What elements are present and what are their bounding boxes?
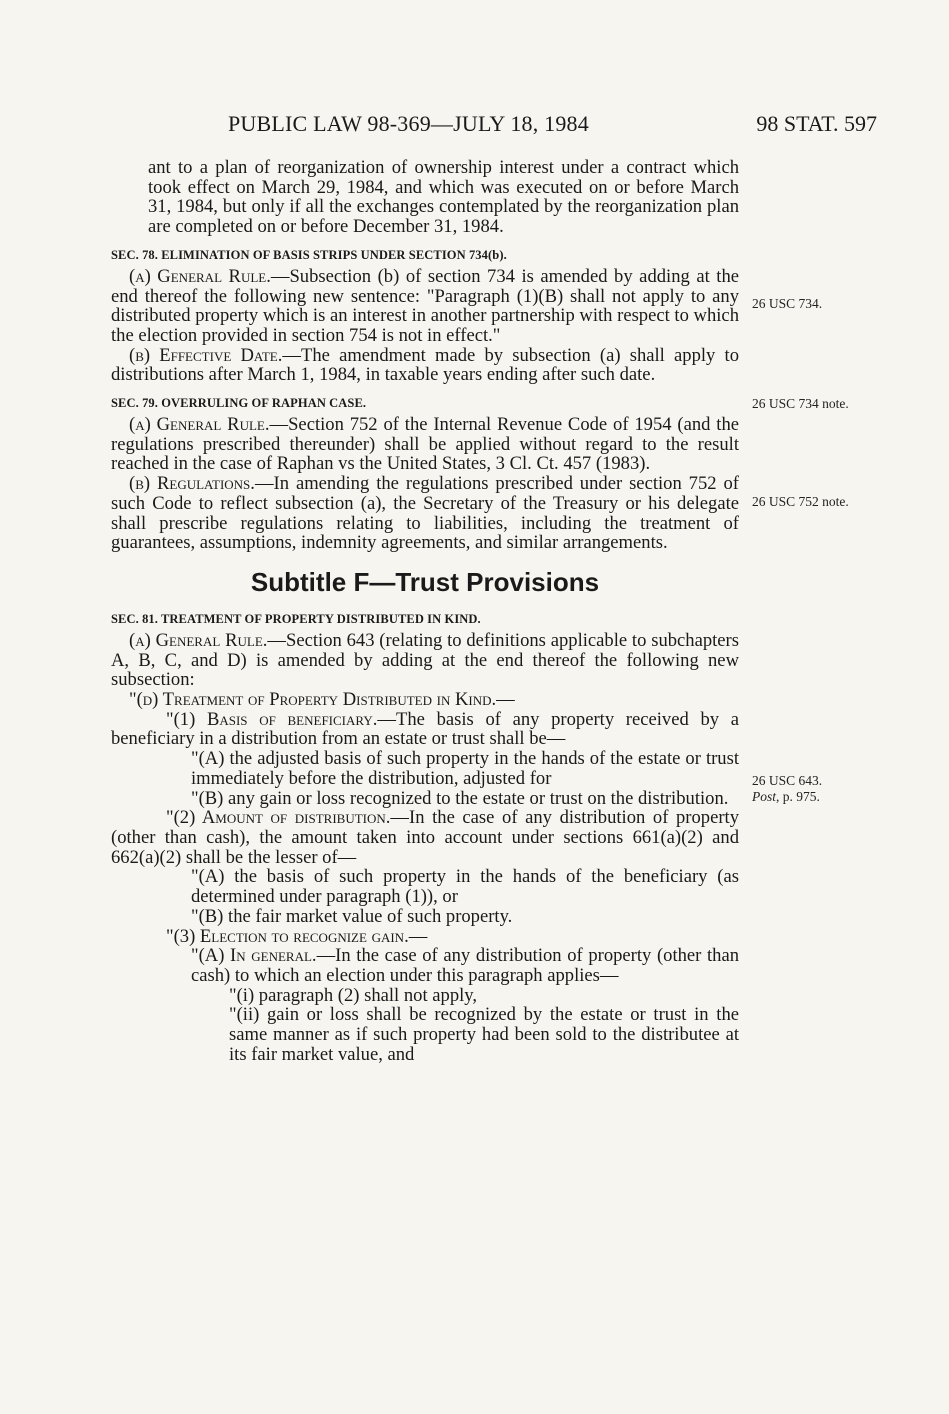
paragraph-1-B: "(B) any gain or loss recognized to the estate or trust on the distribution. [191,787,729,809]
paragraph-label: "(A) In general. [191,945,317,967]
page-header [0,111,949,141]
paragraph-3-heading: "(3) Election to recognize gain.— [166,925,428,947]
paragraph-3-A-i: "(i) paragraph (2) shall not apply, [229,984,478,1006]
margin-note-752-note: 26 USC 752 note. [752,494,849,509]
section-81-subsection-a [111,631,739,690]
subsection-label: (a) General Rule. [129,414,270,436]
paragraph-2-B: "(B) the fair market value of such property. [191,905,513,927]
subsection-label: (b) Effective Date. [129,344,283,366]
section-79-subsection-a [111,415,739,474]
paragraph-2-A: "(A) the basis of such property in the hands of the beneficiary (as determined under paragraph (1)), or [191,866,739,908]
margin-note-page: , p. 975. [776,789,820,804]
margin-note-734: 26 USC 734. [752,296,823,311]
section-78-subsection-a [111,267,739,346]
paragraph-3-A [111,946,739,985]
subtitle-heading: Subtitle F—Trust Provisions [250,566,600,597]
subsection-d-heading: "(d) Treatment of Property Distributed in Kind.— [129,689,515,711]
paragraph-1 [111,710,739,749]
paragraph-label: "(1) Basis of beneficiary. [166,708,378,730]
running-title: PUBLIC LAW 98-369—JULY 18, 1984 [228,111,589,136]
section-78-subsection-b [111,346,739,385]
paragraph-text: —In the case of any distribution of property (other than cash), the amount taken into account under sections 661(a)(2) and 662(a)(2) shall be the lesser of— [111,807,740,868]
subsection-text: —Section 752 of the Internal Revenue Code of 1954 (and the regulations prescribed thereunder) shall be applied without regard to the result reached in the case of Raphan vs the United States, 3 Cl. Ct. 457 (1983). [111,414,739,475]
section-81-heading: SEC. 81. TREATMENT OF PROPERTY DISTRIBUTED IN KIND. [111,611,481,626]
subsection-text: —Subsection (b) of section 734 is amended by adding at the end thereof the following new sentence: "Paragraph (1)(B) shall not apply to any distributed property which is an interest in another partnership with respect to which the election provided in section 754 is not in effect." [111,265,739,346]
subsection-label: (a) General Rule. [129,265,271,287]
margin-note-643-line1: 26 USC 643. [752,773,823,788]
paragraph-label: "(2) Amount of distribution. [166,807,391,829]
paragraph-text: —In the case of any distribution of property (other than cash) to which an election under this paragraph applies— [191,945,740,986]
paragraph-text: —The basis of any property received by a beneficiary in a distribution from an estate or trust shall be— [111,708,739,750]
section-79-heading: SEC. 79. OVERRULING OF RAPHAN CASE. [111,396,367,411]
paragraph-2 [111,808,739,867]
section-79-subsection-b [111,474,739,553]
margin-note-post: Post [752,789,777,804]
paragraph-3-A-ii: "(ii) gain or loss shall be recognized by the estate or trust in the same manner as if such property had been sold to the distributee at its fair market value, and [229,1004,739,1065]
stat-page-number: 98 STAT. 597 [756,111,877,136]
intro-paragraph: ant to a plan of reorganization of ownership interest under a contract which took effect on March 29, 1984, and which was executed on or before March 31, 1984, but only if all the exchanges contemplated by the reorganization plan are completed on or before December 31, 1984. [148,157,739,238]
subsection-label: (a) General Rule. [129,629,268,651]
body-text [111,158,739,1064]
subsection-text: —The amendment made by subsection (a) shall apply to distributions after March 1, 1984, in taxable years ending after such date. [111,344,739,386]
margin-note-643 [752,773,822,805]
subsection-text: —Section 643 (relating to definitions applicable to subchapters A, B, C, and D) is amended by adding at the end thereof the following new subsection: [111,629,739,691]
margin-note-734-note: 26 USC 734 note. [752,396,849,411]
section-78-heading: SEC. 78. ELIMINATION OF BASIS STRIPS UNDER SECTION 734(b). [111,247,507,262]
paragraph-1-A: "(A) the adjusted basis of such property in the hands of the estate or trust immediately before the distribution, adjusted for [191,748,739,789]
subsection-text: —In amending the regulations prescribed under section 752 of such Code to reflect subsection (a), the Secretary of the Treasury or his delegate shall prescribe regulations relating to liabilities, including the treatment of guarantees, assumptions, indemnity agreements, and similar arrangements. [111,473,739,554]
subsection-label: (b) Regulations. [129,473,255,495]
margin-note-643-line2 [752,789,822,805]
